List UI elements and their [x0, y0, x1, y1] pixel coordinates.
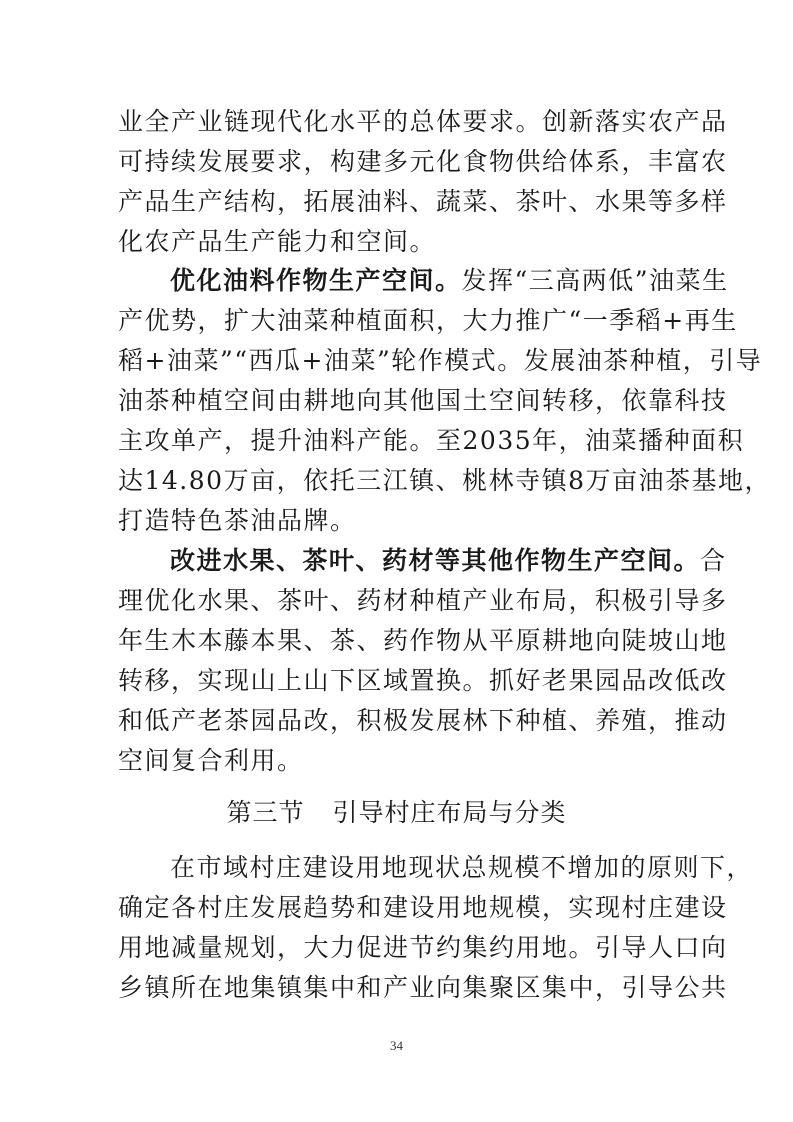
text-line: 产优势，扩大油菜种植面积，大力推广“一季稻+再生 — [118, 306, 738, 335]
text-line: 产品生产结构，拓展油料、蔬菜、茶叶、水果等多样 — [118, 187, 728, 216]
paragraph-first-line — [170, 546, 727, 576]
text-line: 空间复合利用。 — [118, 746, 304, 775]
paragraph-lead-heading: 改进水果、茶叶、药材等其他作物生产空间。 — [170, 546, 701, 575]
paragraph-first-line — [170, 266, 729, 296]
text-line: 确定各村庄发展趋势和建设用地规模，实现村庄建设 — [118, 893, 728, 922]
paragraph-first-line: 在市域村庄建设用地现状总规模不增加的原则下， — [170, 853, 754, 882]
section-number: 第三节 — [226, 798, 305, 827]
text-line: 化农产品生产能力和空间。 — [118, 227, 437, 256]
text-line: 达14.80万亩，依托三江镇、桃林寺镇8万亩油茶基地， — [118, 466, 771, 495]
text-line: 转移，实现山上山下区域置换。抓好老果园品改低改 — [118, 666, 728, 695]
paragraph-lead-heading: 优化油料作物生产空间。 — [170, 266, 462, 295]
text-line: 乡镇所在地集镇集中和产业向集聚区集中，引导公共 — [118, 973, 728, 1002]
text-line: 用地减量规划，大力促进节约集约用地。引导人口向 — [118, 933, 728, 962]
page-number: 34 — [390, 1038, 403, 1053]
text-line: 理优化水果、茶叶、药材种植产业布局，积极引导多 — [118, 586, 728, 615]
text-line: 业全产业链现代化水平的总体要求。创新落实农产品 — [118, 107, 728, 136]
text-line: 年生木本藤本果、茶、药作物从平原耕地向陡坡山地 — [118, 626, 728, 655]
text-line: 可持续发展要求，构建多元化食物供给体系，丰富农 — [118, 147, 728, 176]
paragraph-text: 合 — [700, 546, 727, 575]
section-heading — [0, 798, 793, 828]
text-line: 稻+油菜”“西瓜+油菜”轮作模式。发展油茶种植，引导 — [118, 346, 763, 375]
text-line: 和低产老茶园品改，积极发展林下种植、养殖，推动 — [118, 706, 728, 735]
text-line: 主攻单产，提升油料产能。至2035年，油菜播种面积 — [118, 426, 745, 455]
text-line: 油茶种植空间由耕地向其他国土空间转移，依靠科技 — [118, 386, 728, 415]
text-line: 打造特色茶油品牌。 — [118, 506, 357, 535]
paragraph-text: 发挥“三高两低”油菜生 — [461, 266, 729, 295]
section-title: 引导村庄布局与分类 — [332, 798, 567, 827]
